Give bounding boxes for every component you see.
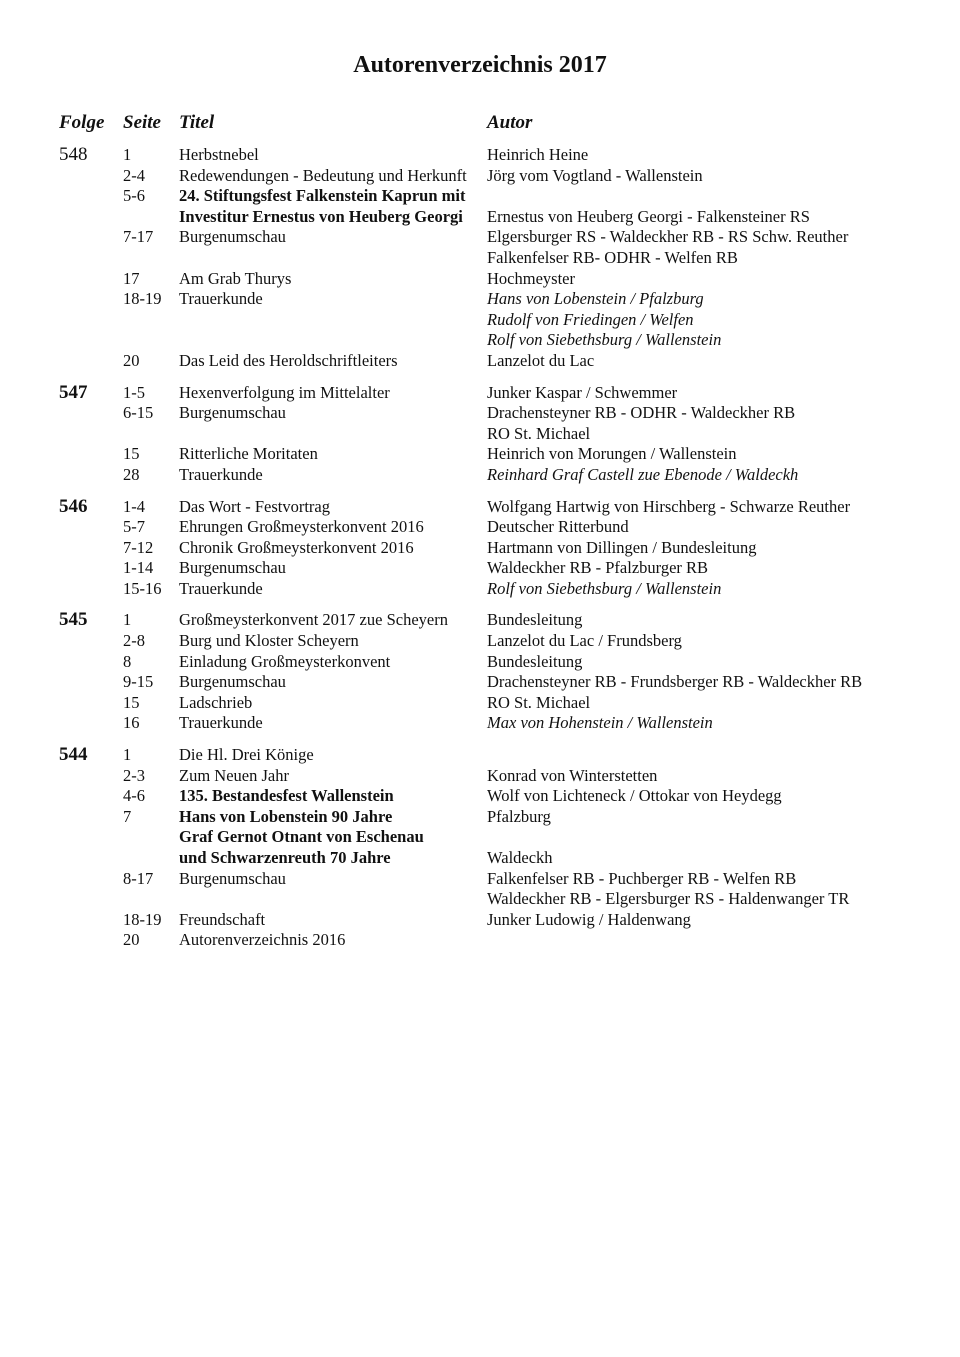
article-title: Autorenverzeichnis 2016 xyxy=(179,930,346,950)
issue-number: 547 xyxy=(59,381,88,403)
table-row xyxy=(0,248,960,269)
table-row xyxy=(0,652,960,673)
table-row xyxy=(0,145,960,166)
page-range: 15 xyxy=(123,444,140,464)
table-row xyxy=(0,186,960,207)
page-range: 1-14 xyxy=(123,558,154,578)
table-row xyxy=(0,351,960,372)
article-author: RO St. Michael xyxy=(487,423,591,443)
article-title: Ritterliche Moritaten xyxy=(179,444,318,464)
table-row xyxy=(0,827,960,848)
article-title: Herbstnebel xyxy=(179,145,259,164)
page-range: 5-7 xyxy=(123,517,145,537)
header-titel: Titel xyxy=(179,112,215,133)
table-row xyxy=(0,497,960,518)
article-author: Lanzelot du Lac xyxy=(487,350,595,370)
table-row xyxy=(0,610,960,631)
table-row xyxy=(0,269,960,290)
page-range: 28 xyxy=(123,464,140,484)
header-seite: Seite xyxy=(123,112,161,133)
article-title: Burgenumschau xyxy=(179,868,286,888)
page-range: 2-4 xyxy=(123,165,145,185)
article-title: Redewendungen - Bedeutung und Herkunft xyxy=(179,165,467,185)
page-range: 16 xyxy=(123,713,140,733)
table-row xyxy=(0,289,960,310)
page-range: 2-3 xyxy=(123,765,145,785)
article-title: Trauerkunde xyxy=(179,289,263,309)
page-range: 5-6 xyxy=(123,186,145,206)
article-title: Burg und Kloster Scheyern xyxy=(179,631,359,651)
article-title: Burgenumschau xyxy=(179,558,286,578)
article-author: Waldeckh xyxy=(487,848,553,867)
issue-number: 544 xyxy=(59,744,88,766)
page-range: 18-19 xyxy=(123,289,162,309)
article-title: Burgenumschau xyxy=(179,227,286,247)
page-range: 18-19 xyxy=(123,909,162,929)
table-row xyxy=(0,930,960,951)
article-author: Ernestus von Heuberg Georgi - Falkensteiner RS xyxy=(487,206,810,226)
article-title: Einladung Großmeysterkonvent xyxy=(179,651,391,671)
header-autor: Autor xyxy=(487,112,533,133)
article-title: Am Grab Thurys xyxy=(179,268,292,288)
article-author: Waldeckher RB - Pfalzburger RB xyxy=(487,558,709,578)
article-title: Trauerkunde xyxy=(179,464,263,484)
article-title: Das Wort - Festvortrag xyxy=(179,496,330,516)
page-range: 15-16 xyxy=(123,578,162,598)
page-range: 6-15 xyxy=(123,403,154,423)
article-author: Hochmeyster xyxy=(487,268,575,288)
page-range: 1 xyxy=(123,610,132,630)
article-author: Waldeckher RB - Elgersburger RS - Haldenwanger TR xyxy=(487,889,850,909)
article-title: Ladschrieb xyxy=(179,692,253,712)
article-title: Ehrungen Großmeysterkonvent 2016 xyxy=(179,517,424,537)
article-author: Heinrich von Morungen / Wallenstein xyxy=(487,444,737,464)
table-row xyxy=(0,869,960,890)
table-row xyxy=(0,465,960,486)
table-row xyxy=(0,766,960,787)
table-row xyxy=(0,383,960,404)
article-author: Bundesleitung xyxy=(487,651,583,671)
article-author: Junker Ludowig / Haldenwang xyxy=(487,909,691,929)
table-row xyxy=(0,631,960,652)
page-range: 17 xyxy=(123,268,140,288)
article-author: Junker Kaspar / Schwemmer xyxy=(487,382,678,402)
page-range: 20 xyxy=(123,350,140,370)
table-row xyxy=(0,330,960,351)
article-title: Hexenverfolgung im Mittelalter xyxy=(179,382,390,402)
table-row xyxy=(0,848,960,869)
article-author: Lanzelot du Lac / Frundsberg xyxy=(487,631,682,651)
issue-group xyxy=(0,745,960,951)
table-row xyxy=(0,693,960,714)
page-range: 7-12 xyxy=(123,537,154,557)
article-author: Jörg vom Vogtland - Wallenstein xyxy=(487,165,703,185)
issue-number: 545 xyxy=(59,609,88,631)
article-author: Hans von Lobenstein / Pfalzburg xyxy=(487,289,704,309)
table-row xyxy=(0,579,960,600)
table-row xyxy=(0,207,960,228)
page-range: 9-15 xyxy=(123,672,154,692)
table-row xyxy=(0,227,960,248)
page-range: 7 xyxy=(123,806,132,826)
article-author: Wolf von Lichteneck / Ottokar von Heydegg xyxy=(487,786,782,806)
article-author: RO St. Michael xyxy=(487,692,591,712)
article-title: Graf Gernot Otnant von Eschenau xyxy=(179,827,424,847)
page-range: 8-17 xyxy=(123,868,154,888)
article-title: Das Leid des Heroldschriftleiters xyxy=(179,350,398,370)
article-title: Die Hl. Drei Könige xyxy=(179,745,314,765)
article-author: Rolf von Siebethsburg / Wallenstein xyxy=(487,330,722,350)
article-author: Max von Hohenstein / Wallenstein xyxy=(487,713,713,733)
article-author: Rolf von Siebethsburg / Wallenstein xyxy=(487,578,722,598)
page-range: 7-17 xyxy=(123,227,154,247)
article-author: Elgersburger RS - Waldeckher RB - RS Schw. Reuther xyxy=(487,227,849,247)
table-row xyxy=(0,403,960,424)
article-author: Falkenfelser RB- ODHR - Welfen RB xyxy=(487,247,738,267)
article-author: Bundesleitung xyxy=(487,610,583,630)
page-range: 2-8 xyxy=(123,631,145,651)
issue-group xyxy=(0,383,960,486)
page-range: 20 xyxy=(123,930,140,950)
page-range: 1-4 xyxy=(123,496,145,516)
article-title: Investitur Ernestus von Heuberg Georgi xyxy=(179,206,463,226)
issue-number: 548 xyxy=(59,144,88,165)
article-title: Großmeysterkonvent 2017 zue Scheyern xyxy=(179,610,448,630)
page-range: 4-6 xyxy=(123,786,145,806)
table-row xyxy=(0,538,960,559)
table-row xyxy=(0,745,960,766)
table-row xyxy=(0,424,960,445)
article-author: Drachensteyner RB - Frundsberger RB - Waldeckher RB xyxy=(487,672,863,692)
article-title: Hans von Lobenstein 90 Jahre xyxy=(179,806,393,826)
table-row xyxy=(0,166,960,187)
article-title: und Schwarzenreuth 70 Jahre xyxy=(179,848,391,867)
article-author: Drachensteyner RB - ODHR - Waldeckher RB xyxy=(487,403,796,423)
issue-group xyxy=(0,497,960,600)
page-range: 1 xyxy=(123,745,132,765)
table-row xyxy=(0,807,960,828)
article-author: Konrad von Winterstetten xyxy=(487,765,658,785)
table-row xyxy=(0,786,960,807)
issue-group xyxy=(0,610,960,734)
table-row xyxy=(0,517,960,538)
table-row xyxy=(0,672,960,693)
page-range: 1-5 xyxy=(123,382,145,402)
table-row xyxy=(0,444,960,465)
article-title: Trauerkunde xyxy=(179,713,263,733)
page-range: 1 xyxy=(123,145,132,164)
page-title: Autorenverzeichnis 2017 xyxy=(353,52,607,78)
article-title: Trauerkunde xyxy=(179,578,263,598)
article-title: Zum Neuen Jahr xyxy=(179,765,289,785)
table-row xyxy=(0,889,960,910)
issue-number: 546 xyxy=(59,495,88,517)
page-range: 8 xyxy=(123,651,132,671)
author-index-list xyxy=(0,145,960,962)
article-author: Falkenfelser RB - Puchberger RB - Welfen RB xyxy=(487,868,797,888)
page-range: 15 xyxy=(123,692,140,712)
header-folge: Folge xyxy=(59,112,105,133)
article-title: Freundschaft xyxy=(179,909,266,929)
article-title: Burgenumschau xyxy=(179,672,286,692)
table-row xyxy=(0,310,960,331)
article-title: 135. Bestandesfest Wallenstein xyxy=(179,786,394,806)
article-author: Deutscher Ritterbund xyxy=(487,517,629,537)
article-author: Hartmann von Dillingen / Bundesleitung xyxy=(487,537,757,557)
article-author: Wolfgang Hartwig von Hirschberg - Schwarze Reuther xyxy=(487,496,851,516)
issue-group xyxy=(0,145,960,372)
article-author: Pfalzburg xyxy=(487,806,551,826)
table-row xyxy=(0,713,960,734)
table-row xyxy=(0,910,960,931)
article-title: Burgenumschau xyxy=(179,403,286,423)
article-author: Reinhard Graf Castell zue Ebenode / Waldeckh xyxy=(487,464,799,484)
article-title: 24. Stiftungsfest Falkenstein Kaprun mit xyxy=(179,186,466,206)
article-title: Chronik Großmeysterkonvent 2016 xyxy=(179,537,414,557)
article-author: Rudolf von Friedingen / Welfen xyxy=(487,309,694,329)
article-author: Heinrich Heine xyxy=(487,145,589,164)
table-row xyxy=(0,558,960,579)
